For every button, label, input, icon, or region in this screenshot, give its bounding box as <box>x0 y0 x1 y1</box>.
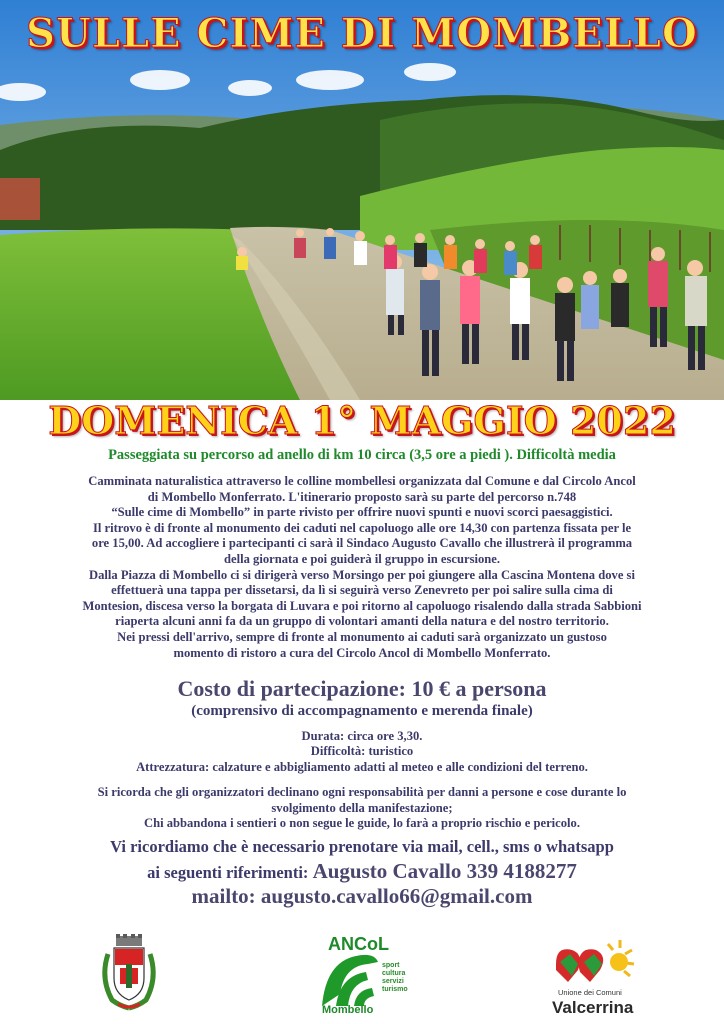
disclaimer-notes <box>0 785 724 832</box>
coat-of-arms-icon <box>98 934 160 1012</box>
description-line: effettuerà una tappa per dissetarsi, da lì si seguirà verso Zenevreto per poi salire sulla cima di <box>111 583 613 598</box>
contact-prefix: ai seguenti riferimenti: <box>147 863 313 882</box>
cost-note: (comprensivo di accompagnamento e merenda finale) <box>191 703 533 719</box>
ancol-place: Mombello <box>322 1004 374 1016</box>
valcerrina-logo <box>548 936 640 1020</box>
ancol-tag-servizi: servizi <box>382 978 404 985</box>
difficulty-text: Difficoltà: turistico <box>310 744 414 759</box>
description-line: Nei pressi dell'arrivo, sempre di fronte al monumento ai caduti sarà organizzato un gustoso <box>117 629 607 644</box>
description-line: Dalla Piazza di Mombello ci si dirigerà verso Morsingo per poi giungere alla Cascina Montena dove si <box>89 567 635 582</box>
ancol-tag-cultura: cultura <box>382 970 406 977</box>
mombello-crest-logo <box>98 934 160 1012</box>
event-description <box>8 474 716 661</box>
valcerrina-emblem-icon <box>548 936 640 986</box>
description-line: riaperta alcuni anni fa da un gruppo di volontari amanti della natura e del nostro territorio. <box>115 614 609 629</box>
cost-label: Costo di partecipazione: 10 € a persona <box>177 676 547 701</box>
contact-name-phone[interactable]: Augusto Cavallo 339 4188277 <box>312 859 577 883</box>
contact-reference <box>0 859 724 884</box>
disclaimer-line: Si ricorda che gli organizzatori declinano ogni responsabilità per danni a persone e cose durante lo <box>97 785 627 799</box>
booking-reminder: Vi ricordiamo che è necessario prenotare via mail, cell., sms o whatsapp <box>110 837 614 856</box>
description-line: ore 15,00. Ad accogliere i partecipanti ci sarà il Sindaco Augusto Cavallo che illustrerà il programma <box>91 536 633 551</box>
event-subtitle: Passeggiata su percorso ad anello di km 10 circa (3,5 ore a piedi ). Difficoltà media <box>108 447 616 463</box>
description-line: Il ritrovo è di fronte al monumento dei caduti nel capoluogo alle ore 14,30 con partenza fissata per le <box>92 520 632 535</box>
poster-title: SULLE CIME DI MOMBELLO <box>26 10 698 57</box>
description-line: Camminata naturalistica attraverso le colline mombellesi organizzata dal Comune e dal Circolo Ancol <box>88 474 636 488</box>
description-line: momento di ristoro a cura del Circolo Ancol di Mombello Monferrato. <box>173 645 551 660</box>
valcerrina-name: Valcerrina <box>552 998 634 1017</box>
description-line: della giornata e poi guiderà il gruppo in escursione. <box>223 551 501 566</box>
equipment-text: Attrezzatura: calzature e abbigliamento adatti al meteo e alle condizioni del terreno. <box>136 759 588 774</box>
description-line: di Mombello Monferrato. L'itinerario proposto sarà su parte del percorso n.748 <box>147 489 577 504</box>
disclaimer-line: Chi abbandona i sentieri o non segue le guide, lo farà a proprio rischio e pericolo. <box>143 816 580 831</box>
contact-email[interactable]: mailto: augusto.cavallo66@gmail.com <box>191 884 533 908</box>
valcerrina-caption: Unione dei Comuni <box>558 988 622 997</box>
ancol-tag-sport: sport <box>382 962 400 969</box>
event-date-title: DOMENICA 1° MAGGIO 2022 <box>48 398 676 443</box>
event-details <box>0 729 724 775</box>
description-line: “Sulle cime di Mombello” in parte rivisto per offrire nuovi spunti e nuovi scorci paesaggistici. <box>111 505 613 520</box>
ancol-logo <box>316 932 408 1018</box>
disclaimer-line: svolgimento della manifestazione; <box>271 800 453 815</box>
duration-text: Durata: circa ore 3,30. <box>301 729 423 743</box>
hero-photo <box>0 0 724 400</box>
description-line: Montesion, discesa verso la borgata di Luvara e poi ritorno al capoluogo risalendo dalla strada Sabbioni <box>82 598 642 613</box>
ancol-name: ANCoL <box>328 934 389 954</box>
landscape-illustration <box>0 0 724 400</box>
ancol-tag-turismo: turismo <box>382 986 408 993</box>
